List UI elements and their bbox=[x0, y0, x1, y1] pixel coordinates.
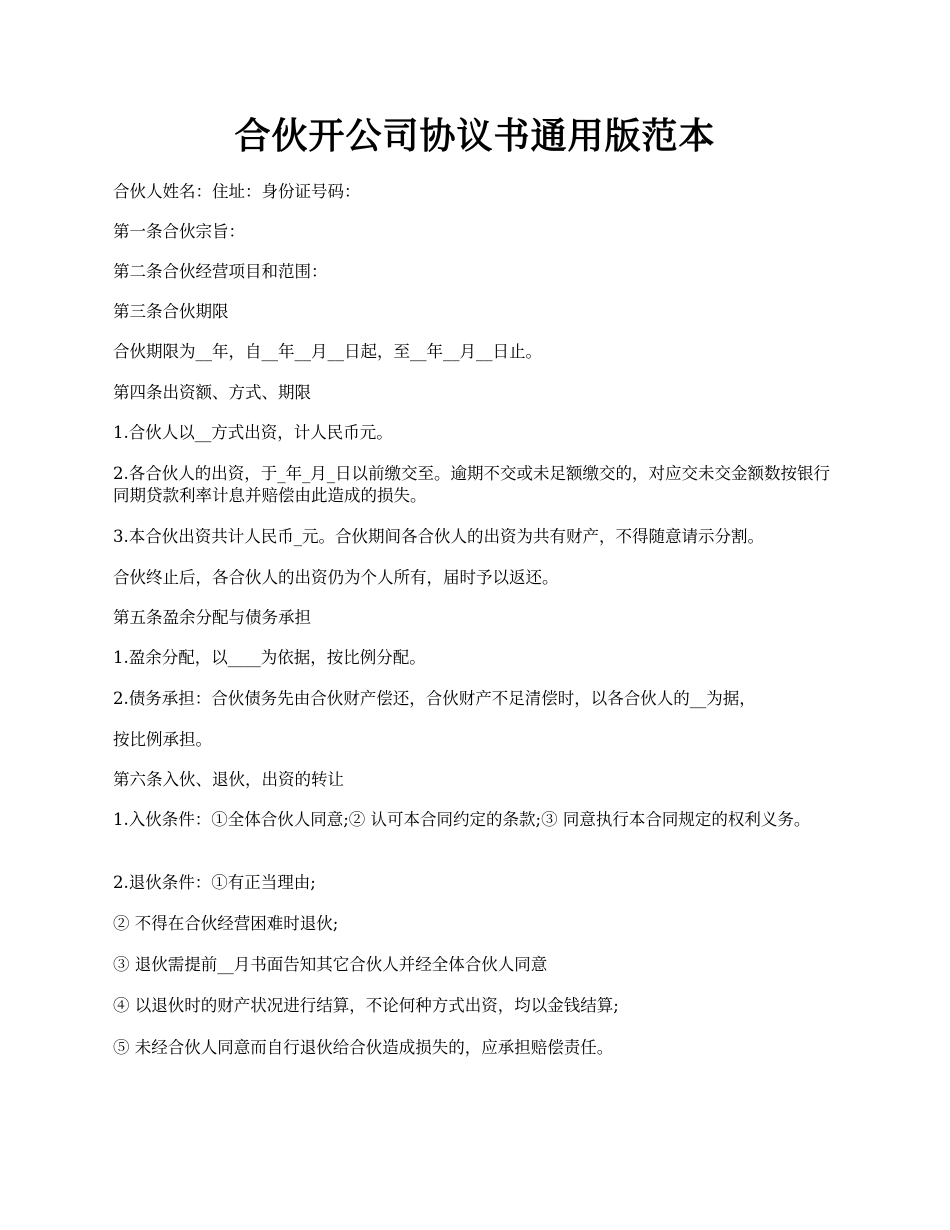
paragraph-6-2-b: ② 不得在合伙经营困难时退伙; bbox=[113, 914, 339, 933]
paragraph-article-4: 第四条出资额、方式、期限 bbox=[113, 383, 311, 402]
paragraph-6-2: 2.退伙条件：①有正当理由; bbox=[113, 873, 316, 892]
paragraph-term: 合伙期限为__年，自__年__月__日起，至__年__月__日止。 bbox=[113, 342, 542, 361]
paragraph-5-2-cont: 按比例承担。 bbox=[113, 730, 212, 749]
paragraph-4-3: 3.本合伙出资共计人民币_元。合伙期间各合伙人的出资为共有财产，不得随意请示分割。 bbox=[113, 527, 764, 546]
paragraph-article-5: 第五条盈余分配与债务承担 bbox=[113, 608, 311, 627]
paragraph-article-3: 第三条合伙期限 bbox=[113, 302, 229, 321]
paragraph-4-1: 1.合伙人以__方式出资，计人民币元。 bbox=[113, 423, 393, 442]
paragraph-article-1: 第一条合伙宗旨： bbox=[113, 222, 245, 241]
paragraph-6-2-c: ③ 退伙需提前__月书面告知其它合伙人并经全体合伙人同意 bbox=[113, 955, 548, 974]
paragraph-4-2: 2.各合伙人的出资，于_年_月_日以前缴交至。逾期不交或未足额缴交的，对应交未交金额数按银行同期贷款利率计息并赔偿由此造成的损失。 bbox=[113, 464, 830, 505]
paragraph-partner-info: 合伙人姓名：住址：身份证号码： bbox=[113, 182, 361, 201]
document-title: 合伙开公司协议书通用版范本 bbox=[234, 115, 716, 157]
paragraph-6-2-e: ⑤ 未经合伙人同意而自行退伙给合伙造成损失的，应承担赔偿责任。 bbox=[113, 1038, 614, 1057]
paragraph-6-2-d: ④ 以退伙时的财产状况进行结算，不论何种方式出资，均以金钱结算; bbox=[113, 996, 619, 1015]
paragraph-article-6: 第六条入伙、退伙，出资的转让 bbox=[113, 770, 344, 789]
paragraph-termination: 合伙终止后，各合伙人的出资仍为个人所有，届时予以返还。 bbox=[113, 568, 559, 587]
paragraph-5-1: 1.盈余分配，以____为依据，按比例分配。 bbox=[113, 648, 426, 667]
paragraph-article-2: 第二条合伙经营项目和范围： bbox=[113, 262, 328, 281]
paragraph-5-2: 2.债务承担：合伙债务先由合伙财产偿还，合伙财产不足清偿时，以各合伙人的__为据， bbox=[113, 689, 756, 708]
paragraph-6-1: 1.入伙条件：①全体合伙人同意;② 认可本合同约定的条款;③ 同意执行本合同规定的权利义务。 bbox=[113, 810, 811, 829]
